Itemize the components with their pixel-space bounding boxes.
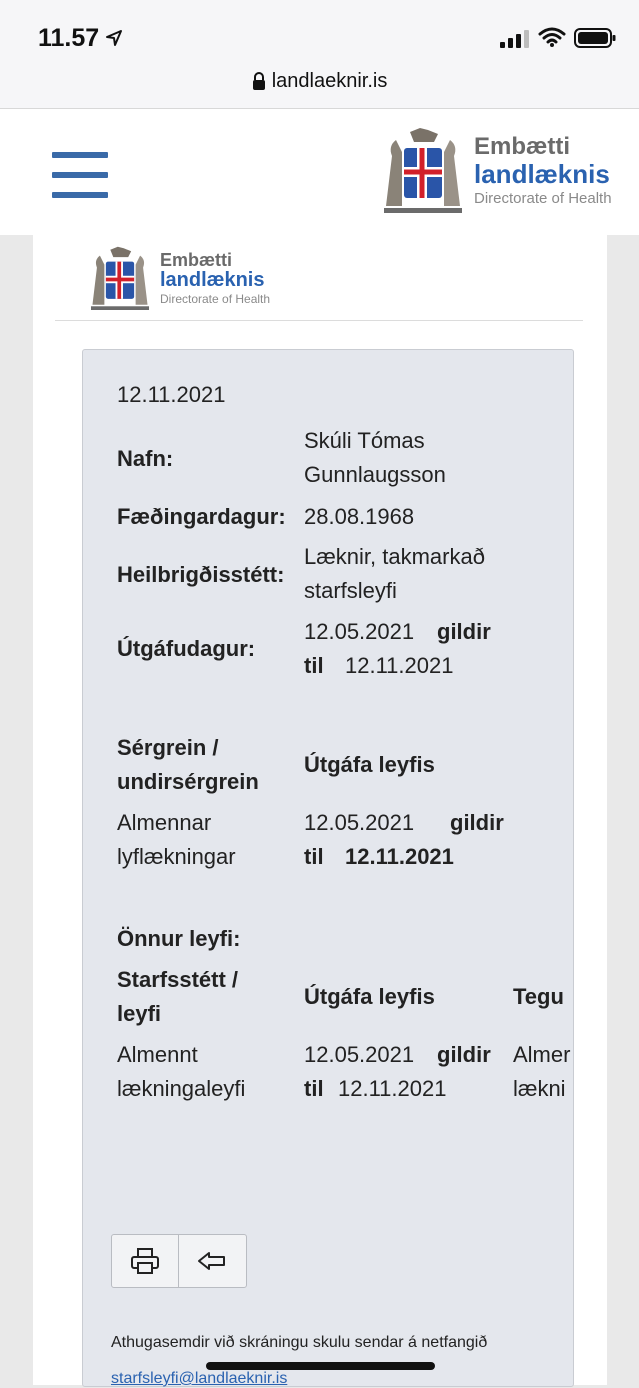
coat-of-arms-icon [380,126,466,214]
other-type-line-1: Almer [513,1042,571,1067]
type-value-clip [513,1038,572,1106]
footer-note: Athugasemdir við skráningu skulu sendar á netfangið [111,1334,488,1351]
document-date: 12.11.2021 [117,382,226,407]
divider [55,320,583,321]
other-name-line-2: lækningaleyfi [117,1076,246,1101]
action-buttons [111,1234,247,1288]
name-label: Nafn: [117,446,174,471]
back-button[interactable] [178,1235,245,1287]
print-button[interactable] [112,1235,178,1287]
valid-word: gildir [437,619,491,644]
printer-icon [130,1247,160,1275]
specialty-issue-header: Útgáfa leyfis [304,752,435,777]
footer-email-link[interactable]: starfsleyfi@landlaeknir.is [111,1370,288,1387]
type-header-clip [513,980,572,1014]
lock-icon [252,72,266,90]
other-until-word: til [304,1076,324,1101]
other-type-header: Tegu [513,984,564,1009]
logo-text [160,251,270,305]
issue-until-value: 12.11.2021 [345,653,454,678]
other-licenses-heading: Önnur leyfi: [117,926,241,951]
dob-label: Fæðingardagur: [117,504,286,529]
menu-icon [52,152,108,158]
other-header-line-2: leyfi [117,1001,162,1026]
logo-line-2: landlæknis [474,158,610,189]
until-word: til [304,653,324,678]
name-value-line-2: Gunnlaugsson [304,462,446,487]
specialty-valid-word: gildir [450,810,504,835]
signal-icon [500,30,532,48]
wifi-icon [538,26,566,48]
other-date: 12.05.2021 [304,1042,415,1067]
other-type-line-2: lækni [513,1076,566,1101]
other-header-line-1: Starfsstétt / [117,967,239,992]
other-issue-header: Útgáfa leyfis [304,984,435,1009]
specialty-until-value: 12.11.2021 [345,844,454,869]
home-indicator[interactable] [206,1362,435,1370]
coat-of-arms-icon [88,244,152,312]
specialty-date: 12.05.2021 [304,810,415,835]
issue-date-value: 12.05.2021 [304,619,415,644]
logo-line-3: Directorate of Health [474,189,612,207]
dob-value: 28.08.1968 [304,504,415,529]
battery-icon [574,28,616,48]
header-logo[interactable] [380,126,612,214]
specialty-header-line-1: Sérgrein / [117,735,219,760]
profession-value-line-1: Læknir, takmarkað [304,544,485,569]
logo-text [474,132,612,207]
arrow-left-icon [197,1250,227,1272]
other-name-line-1: Almennt [117,1042,198,1067]
url-text: landlaeknir.is [271,69,388,92]
address-bar[interactable] [0,66,639,96]
status-bar [0,0,639,109]
logo-line-1: Embætti [160,250,232,270]
logo-line-3: Directorate of Health [160,292,271,306]
specialty-until-word: til [304,844,324,869]
location-arrow-icon [104,28,124,48]
profession-value-line-2: starfsleyfi [304,578,397,603]
other-valid-word: gildir [437,1042,491,1067]
specialty-header-line-2: undirsérgrein [117,769,259,794]
profession-label: Heilbrigðisstétt: [117,562,285,587]
other-until-value: 12.11.2021 [338,1076,447,1101]
status-time: 11.57 [38,24,100,52]
logo-line-1: Embætti [474,132,570,160]
menu-button[interactable] [52,152,108,198]
content-logo [88,244,270,312]
specialty-name-line-2: lyflækningar [117,844,236,869]
name-value-line-1: Skúli Tómas [304,428,425,453]
issue-date-label: Útgáfudagur: [117,636,256,661]
logo-line-2: landlæknis [160,269,265,291]
specialty-name-line-1: Almennar [117,810,212,835]
